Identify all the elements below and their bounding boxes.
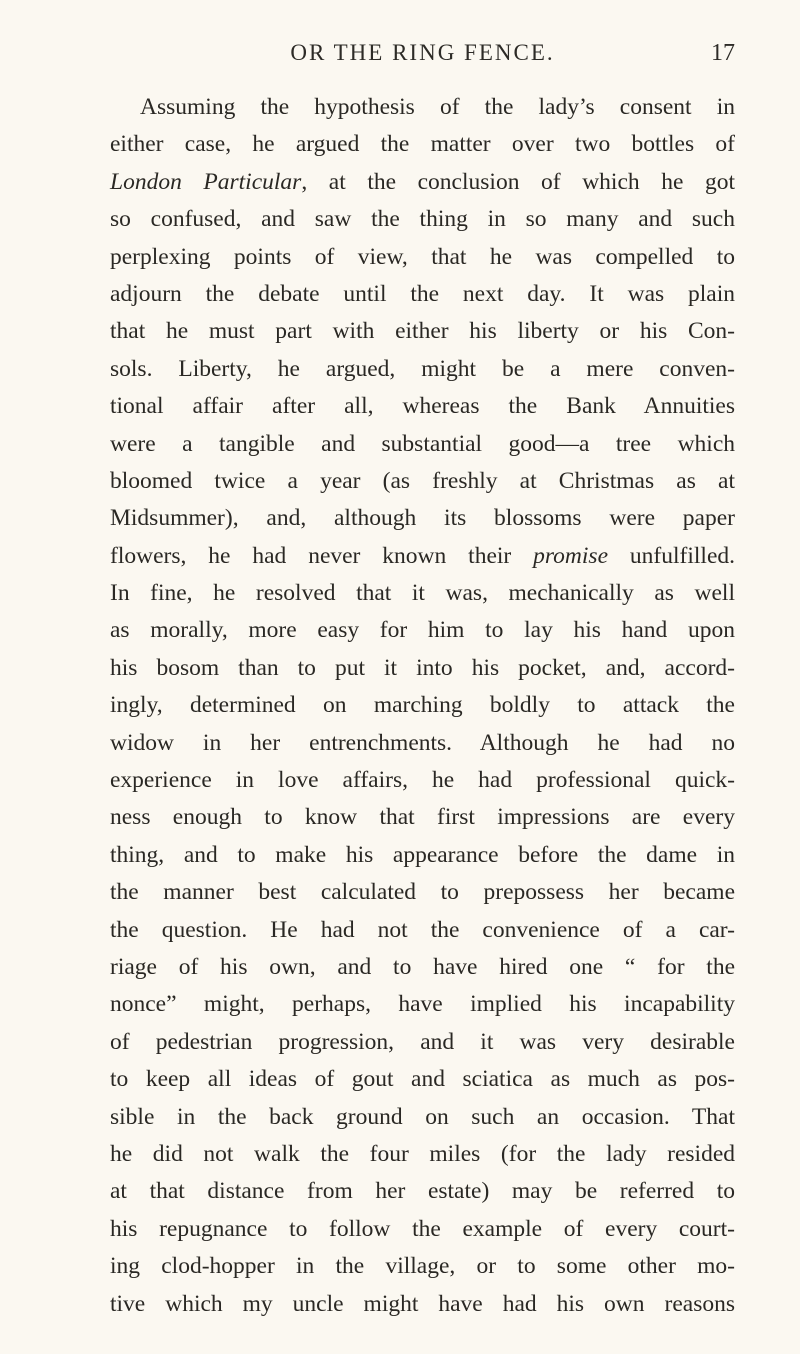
text-line: In fine, he resolved that it was, mechanically as well xyxy=(110,580,735,607)
text-line: nonce” might, perhaps, have implied his incapability xyxy=(110,991,735,1018)
text-line: bloomed twice a year (as freshly at Christmas as at xyxy=(110,467,735,494)
text-line: so confused, and saw the thing in so many and such xyxy=(110,206,735,233)
text-line: thing, and to make his appearance before the dame in xyxy=(110,841,735,868)
text-line: sible in the back ground on such an occasion. That xyxy=(110,1103,735,1130)
text-line: of pedestrian progression, and it was very desirable xyxy=(110,1028,735,1055)
text-line xyxy=(110,164,735,201)
text-line: the question. He had not the convenience of a car- xyxy=(110,916,735,943)
text-line: Midsummer), and, although its blossoms were paper xyxy=(110,505,735,532)
text-line: experience in love affairs, he had professional quick- xyxy=(110,767,735,794)
text-line: tional affair after all, whereas the Bank Annuities xyxy=(110,393,735,420)
italic-phrase: promise xyxy=(533,542,609,569)
text-line: sols. Liberty, he argued, might be a mere conven- xyxy=(110,355,735,382)
text-line: as morally, more easy for him to lay his hand upon xyxy=(110,617,735,644)
text-fragment: unfulfilled. xyxy=(608,542,735,569)
text-line: either case, he argued the matter over two bottles of xyxy=(110,131,735,158)
text-line: tive which my uncle might have had his own reasons xyxy=(110,1290,735,1317)
text-line: ing clod-hopper in the village, or to some other mo- xyxy=(110,1253,735,1280)
running-title: OR THE RING FENCE. xyxy=(290,40,555,65)
text-line: widow in her entrenchments. Although he had no xyxy=(110,729,735,756)
text-line xyxy=(110,538,735,575)
text-line: perplexing points of view, that he was compelled to xyxy=(110,243,735,270)
text-line: adjourn the debate until the next day. It was plain xyxy=(110,280,735,307)
running-head xyxy=(110,40,735,74)
text-line: Assuming the hypothesis of the lady’s consent in xyxy=(140,94,735,120)
text-fragment: , at the conclusion of which he got xyxy=(301,168,736,195)
text-line: riage of his own, and to have hired one “ for the xyxy=(110,953,735,980)
text-line: he did not walk the four miles (for the lady resided xyxy=(110,1140,735,1167)
body-text xyxy=(110,89,735,1323)
page-number: 17 xyxy=(711,40,735,66)
text-line: ness enough to know that first impressions are every xyxy=(110,804,735,831)
text-line: at that distance from her estate) may be referred to xyxy=(110,1178,735,1205)
text-line: to keep all ideas of gout and sciatica as much as pos- xyxy=(110,1066,735,1093)
text-line: that he must part with either his liberty or his Con- xyxy=(110,318,735,345)
text-line: his bosom than to put it into his pocket, and, accord- xyxy=(110,654,735,681)
text-line: his repugnance to follow the example of every court- xyxy=(110,1215,735,1242)
text-line: the manner best calculated to prepossess her became xyxy=(110,879,735,906)
text-line: were a tangible and substantial good—a tree which xyxy=(110,430,735,457)
text-line: ingly, determined on marching boldly to attack the xyxy=(110,692,735,719)
text-fragment: flowers, he had never known their xyxy=(110,542,534,569)
italic-phrase: London Particular xyxy=(110,168,302,195)
